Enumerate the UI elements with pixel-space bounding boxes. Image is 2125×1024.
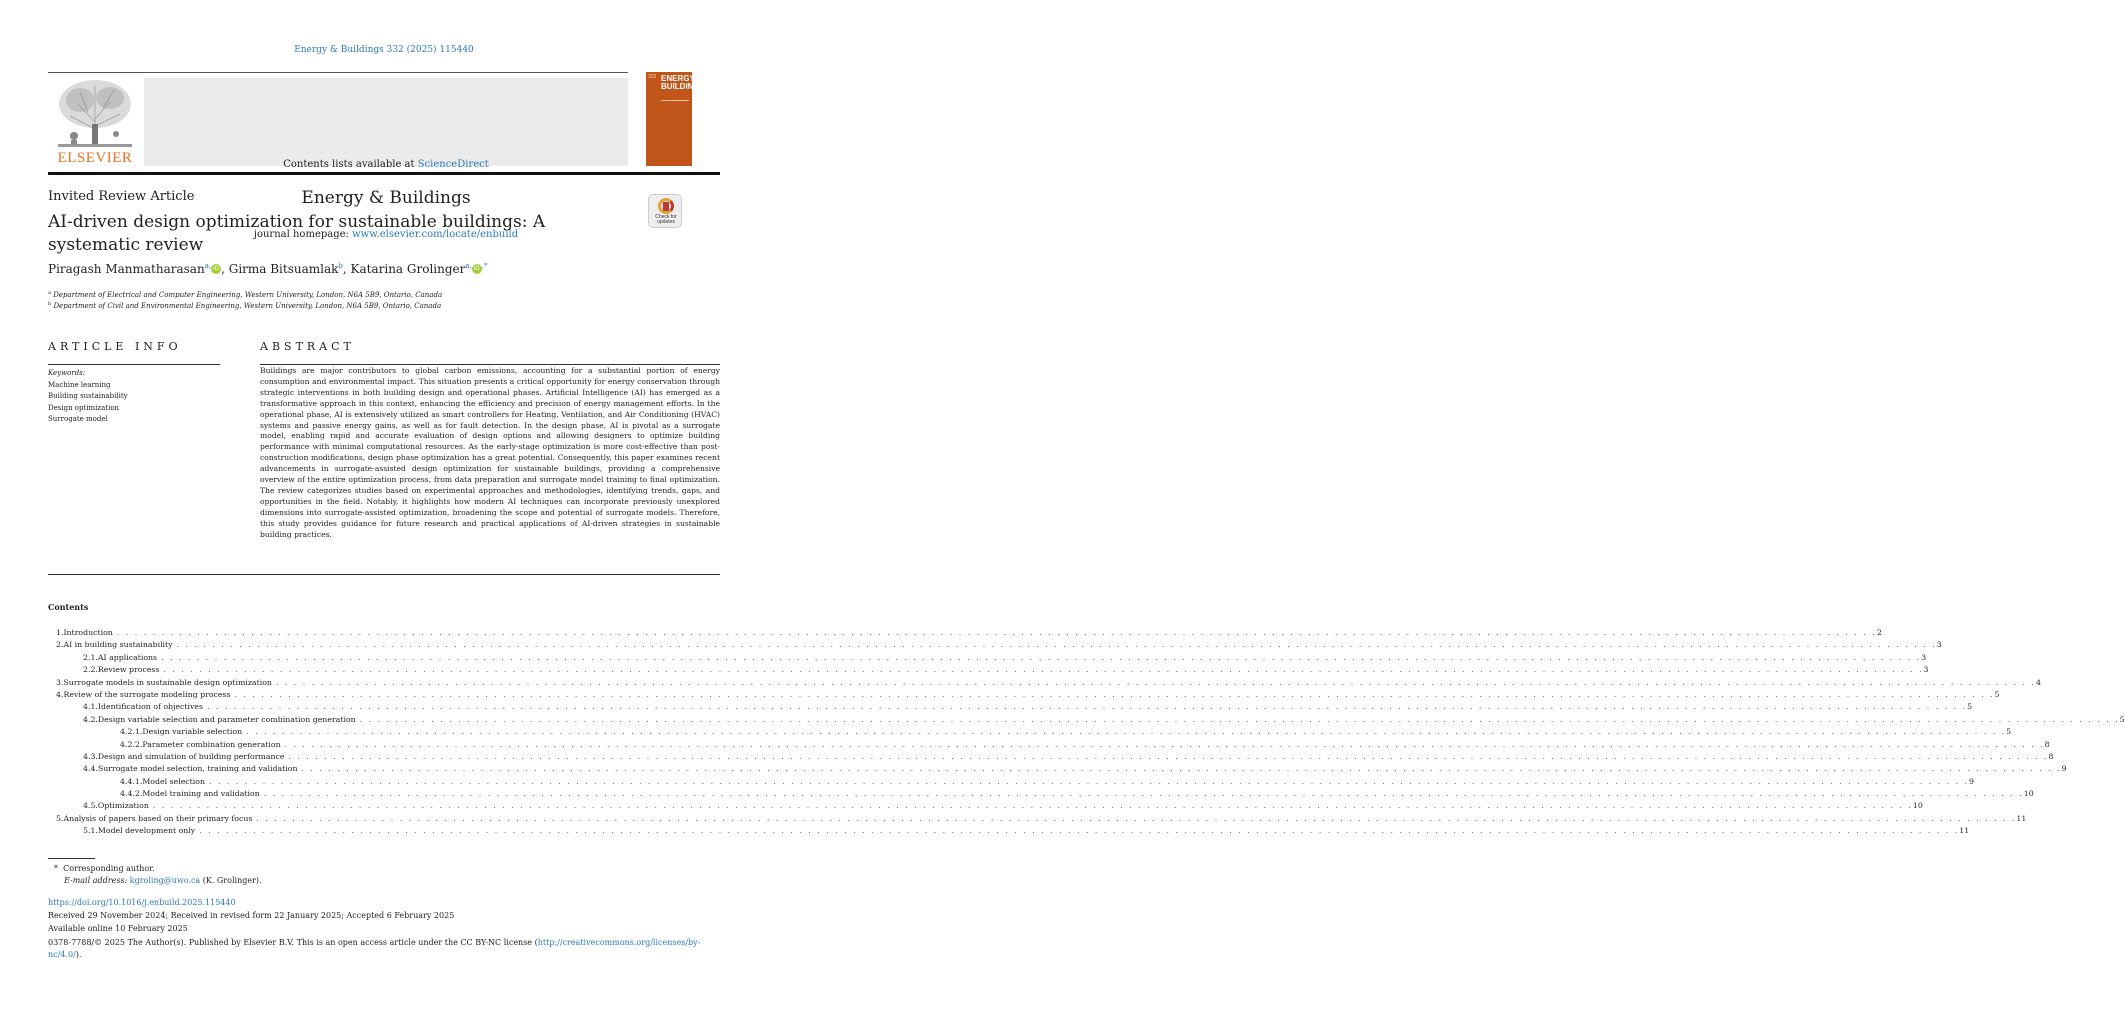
toc-entry[interactable] xyxy=(48,689,2000,701)
check-for-updates-button[interactable] xyxy=(648,194,682,228)
toc-entry[interactable] xyxy=(48,751,2054,763)
license-prefix: 0378-7788/© 2025 The Author(s). Published by Elsevier B.V. This is an open access article under the CC BY-NC license ( xyxy=(48,938,538,947)
toc-entry[interactable] xyxy=(48,652,1927,664)
toc-entry[interactable] xyxy=(48,664,1929,676)
toc-page-number[interactable]: 5 xyxy=(1967,702,1973,712)
article-info-rule xyxy=(48,364,220,365)
toc-title[interactable]: Optimization xyxy=(97,801,149,811)
received-dates: Received 29 November 2024; Received in revised form 22 January 2025; Accepted 6 February 2025 xyxy=(48,911,455,920)
toc-number: 5. xyxy=(56,813,64,823)
toc-page-number[interactable]: 3 xyxy=(1923,665,1929,675)
toc-title[interactable]: Surrogate model selection, training and validation xyxy=(97,764,298,774)
toc-title[interactable]: Model development only xyxy=(97,826,196,836)
toc-page-number[interactable]: 3 xyxy=(1936,640,1942,650)
toc-entry[interactable] xyxy=(48,639,1942,651)
elsevier-logo xyxy=(48,74,142,166)
abstract-heading: ABSTRACT xyxy=(260,340,355,353)
toc-entry[interactable] xyxy=(48,701,1973,713)
toc-leader-dots xyxy=(177,639,1937,651)
toc-entry[interactable] xyxy=(48,763,2067,775)
author-affiliation-mark[interactable]: b xyxy=(338,262,343,270)
abstract-text: Buildings are major contributors to global carbon emissions, accounting for a substantial portion of energy consumption and environmental impact. This situation presents a critical opportunity for energy conservation through strategic interventions in both building design and operational phases. Artificial Intelligence (AI) has emerged as a transformative approach in this context, enhancing the efficiency and precision of energy management efforts. In the operational phase, AI is extensively utilized as smart controllers for Heating, Ventilation, and Air Conditioning (HVAC) systems and passive energy gains, as well as for fault detection. In the design phase, AI is pivotal as a surrogate model, enabling rapid and accurate evaluation of design options and allowing designers to optimize building performance with minimal computational resources. As the early-stage optimization is more cost-effective than post-construction modifications, design phase optimization has a great potential. Consequently, this paper examines recent advancements in surrogate-assisted design optimization for sustainable buildings, providing a comprehensive overview of the entire optimization process, from data preparation and surrogate model training to final optimization. The review categorizes studies based on experimental approaches and methodologies, identifying trends, gaps, and opportunities in the field. Notably, it highlights how modern AI techniques can incorporate previously unexplored dimensions into surrogate-assisted optimization, broadening the scope and potential of surrogate models. Therefore, this study provides guidance for future research and practical applications of AI-driven strategies in sustainable building practices. xyxy=(260,366,720,539)
orcid-icon[interactable]: iD xyxy=(472,264,482,274)
toc-number: 4.2.2. xyxy=(120,739,143,749)
toc-leader-dots xyxy=(117,627,1877,639)
toc-leader-dots xyxy=(153,800,1913,812)
toc-entry[interactable] xyxy=(48,788,2034,800)
toc-title[interactable]: Analysis of papers based on their primary focus xyxy=(63,813,253,823)
toc-entry[interactable] xyxy=(48,714,2125,726)
toc-number: 2.1. xyxy=(83,652,98,662)
affiliation-a xyxy=(48,290,442,299)
contents-prefix: Contents lists available at xyxy=(283,159,418,170)
toc-title[interactable]: Design and simulation of building performance xyxy=(97,751,285,761)
toc-page-number[interactable]: 8 xyxy=(2044,739,2050,749)
toc-leader-dots xyxy=(256,813,2016,825)
toc-number: 4.4. xyxy=(83,764,98,774)
toc-number: 4.2. xyxy=(83,714,98,724)
footnote-rule xyxy=(48,858,95,859)
toc-number: 4.1. xyxy=(83,702,98,712)
author-name[interactable]: Girma Bitsuamlak xyxy=(228,262,339,276)
homepage-prefix: journal homepage: xyxy=(253,229,353,240)
toc-leader-dots xyxy=(302,763,2062,775)
table-of-contents xyxy=(48,627,2125,838)
author-separator: , xyxy=(221,262,229,276)
toc-entry[interactable] xyxy=(48,726,2012,738)
orcid-icon[interactable]: iD xyxy=(211,264,221,274)
contents-heading: Contents xyxy=(48,602,89,612)
toc-page-number[interactable]: 9 xyxy=(2061,764,2067,774)
toc-number: 4.5. xyxy=(83,801,98,811)
toc-leader-dots xyxy=(161,652,1921,664)
keywords-label: Keywords: xyxy=(48,369,86,377)
author-separator: , xyxy=(342,262,351,276)
toc-entry[interactable] xyxy=(48,825,1970,837)
affiliation-text: Department of Electrical and Computer Engineering, Western University, London, N6A 5B9, Ontario, Canada xyxy=(53,291,443,299)
toc-title[interactable]: Review process xyxy=(97,665,160,675)
toc-number: 2.2. xyxy=(83,665,98,675)
journal-reference-link[interactable]: Energy & Buildings 332 (2025) 115440 xyxy=(294,45,474,55)
affiliation-b xyxy=(48,301,441,310)
toc-number: 4.2.1. xyxy=(120,727,143,737)
header-thick-rule xyxy=(48,172,720,175)
article-info-heading: ARTICLE INFO xyxy=(48,340,182,353)
affiliation-mark: a xyxy=(48,290,51,296)
toc-page-number[interactable]: 5 xyxy=(1994,689,2000,699)
section-rule xyxy=(48,574,720,575)
toc-number: 2. xyxy=(56,640,64,650)
cover-issue: 332 xyxy=(648,74,657,80)
email-suffix: (K. Grolinger). xyxy=(202,876,262,885)
toc-leader-dots xyxy=(235,689,1995,701)
toc-title[interactable]: Review of the surrogate modeling process xyxy=(63,689,231,699)
toc-page-number[interactable]: 10 xyxy=(2023,789,2034,799)
toc-title[interactable]: Model training and validation xyxy=(142,789,260,799)
toc-leader-dots xyxy=(285,739,2045,751)
author-affiliation-mark[interactable]: a, xyxy=(204,262,212,270)
toc-leader-dots xyxy=(360,714,2120,726)
toc-entry[interactable] xyxy=(48,739,2050,751)
toc-entry[interactable] xyxy=(48,627,1882,639)
elsevier-wordmark: ELSEVIER xyxy=(57,150,133,166)
toc-leader-dots xyxy=(276,677,2036,689)
journal-title: Energy & Buildings xyxy=(301,188,471,208)
toc-number: 4.4.1. xyxy=(120,776,143,786)
sciencedirect-link[interactable]: ScienceDirect xyxy=(417,159,489,170)
toc-title[interactable]: Surrogate models in sustainable design optimization xyxy=(63,677,272,687)
check-updates-label: Check for updates xyxy=(655,214,677,225)
toc-title[interactable]: Model selection xyxy=(142,776,206,786)
toc-number: 3. xyxy=(56,677,64,687)
header-top-rule xyxy=(48,72,628,73)
contents-line xyxy=(144,159,628,170)
corresponding-text: Corresponding author. xyxy=(63,864,155,873)
toc-number: 4. xyxy=(56,689,64,699)
author-name[interactable]: Piragash Manmatharasan xyxy=(48,262,205,276)
toc-title[interactable]: Design variable selection xyxy=(142,727,243,737)
toc-title[interactable]: Identification of objectives xyxy=(97,702,204,712)
journal-cover-image[interactable] xyxy=(646,72,705,166)
toc-page-number[interactable]: 4 xyxy=(2035,677,2041,687)
affiliation-mark: b xyxy=(48,301,52,307)
keyword: Building sustainability xyxy=(48,392,128,400)
toc-title[interactable]: Parameter combination generation xyxy=(142,739,281,749)
cover-title: ENERGY BUILDINGS xyxy=(661,74,705,91)
article-title: AI-driven design optimization for sustainable buildings: A systematic review xyxy=(48,212,546,255)
license-link[interactable]: http://creativecommons.org/licenses/by-nc/4.0/ xyxy=(48,938,701,959)
toc-entry[interactable] xyxy=(48,800,1923,812)
toc-leader-dots xyxy=(209,776,1969,788)
toc-title[interactable]: Introduction xyxy=(63,628,113,637)
toc-leader-dots xyxy=(246,726,2006,738)
footnote-mark: * xyxy=(54,864,58,873)
keyword: Design optimization xyxy=(48,403,120,412)
toc-leader-dots xyxy=(163,664,1923,676)
toc-page-number[interactable]: 10 xyxy=(1912,801,1923,811)
email-link[interactable]: kgroling@uwo.ca xyxy=(129,876,201,885)
toc-page-number[interactable]: 5 xyxy=(2006,727,2012,737)
author-name[interactable]: Katarina Grolinger xyxy=(350,262,466,276)
article-type: Invited Review Article xyxy=(48,189,195,204)
email-note xyxy=(64,876,262,885)
doi-link[interactable]: https://doi.org/10.1016/j.enbuild.2025.115440 xyxy=(48,898,236,907)
keywords-list xyxy=(48,368,128,426)
toc-title[interactable]: AI in building sustainability xyxy=(63,640,173,650)
toc-title[interactable]: AI applications xyxy=(97,652,158,662)
toc-title[interactable]: Design variable selection and parameter combination generation xyxy=(97,714,356,724)
author-list xyxy=(48,262,488,276)
author-affiliation-mark[interactable]: a, xyxy=(465,262,472,270)
bookmark-icon xyxy=(663,202,669,211)
corresponding-author-note xyxy=(54,864,155,873)
corresponding-author-mark[interactable]: ,* xyxy=(481,262,488,270)
toc-number: 4.4.2. xyxy=(120,789,143,799)
toc-page-number[interactable]: 8 xyxy=(2048,751,2054,761)
toc-page-number[interactable]: 5 xyxy=(2119,714,2125,724)
available-online-date: Available online 10 February 2025 xyxy=(48,924,188,933)
toc-page-number[interactable]: 11 xyxy=(1959,826,1970,836)
keyword: Surrogate model xyxy=(48,415,108,423)
toc-number: 1. xyxy=(56,628,64,637)
toc-page-number[interactable]: 2 xyxy=(1876,628,1882,637)
abstract-rule xyxy=(260,364,720,365)
toc-number: 4.3. xyxy=(83,751,98,761)
affiliation-text: Department of Civil and Environmental Engineering, Western University, London, N6A 5B9, Ontario, Canada xyxy=(53,302,442,310)
toc-page-number[interactable]: 9 xyxy=(1969,776,1974,786)
journal-homepage-link[interactable]: www.elsevier.com/locate/enbuild xyxy=(352,229,519,240)
toc-entry[interactable] xyxy=(48,677,2041,689)
toc-leader-dots xyxy=(264,788,2024,800)
cover-divider xyxy=(661,100,689,110)
toc-page-number[interactable]: 11 xyxy=(2016,813,2027,823)
toc-number: 5.1. xyxy=(83,826,98,836)
toc-leader-dots xyxy=(207,701,1967,713)
keyword: Machine learning xyxy=(48,380,111,389)
email-label: E-mail address: xyxy=(64,876,128,885)
toc-leader-dots xyxy=(288,751,2048,763)
toc-page-number[interactable]: 3 xyxy=(1921,652,1927,662)
license-suffix: ). xyxy=(75,950,82,959)
license-statement xyxy=(48,937,720,961)
toc-entry[interactable] xyxy=(48,776,1974,788)
toc-entry[interactable] xyxy=(48,813,2027,825)
toc-leader-dots xyxy=(199,825,1959,837)
